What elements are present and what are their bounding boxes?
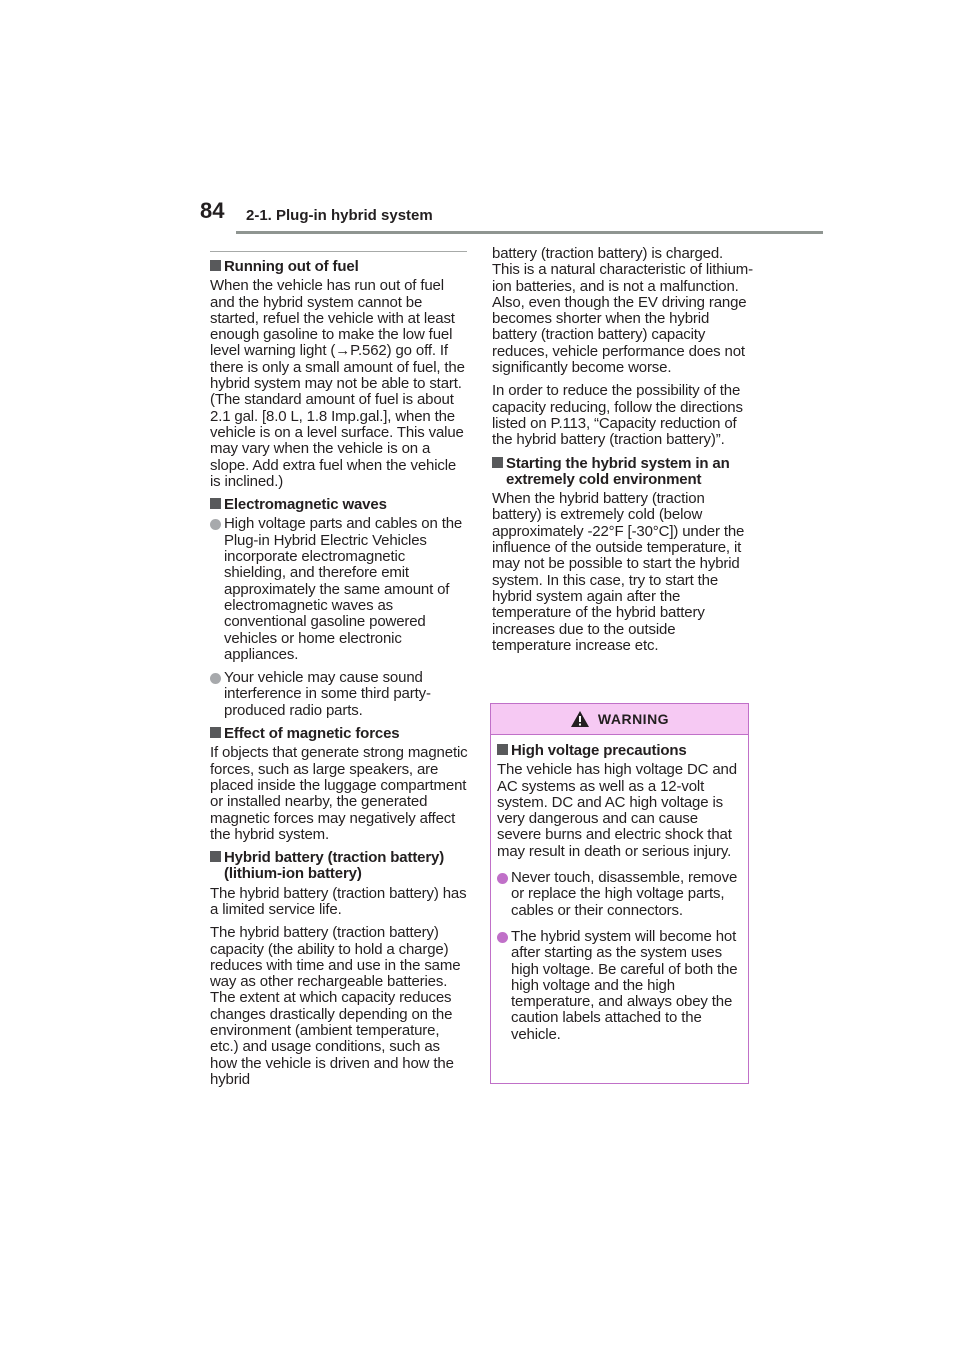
warning-header <box>491 704 748 735</box>
paragraph: The hybrid battery (traction battery) has a limited service life. <box>210 884 467 918</box>
paragraph: In order to reduce the possibility of the capacity reducing, follow the directions listed on P.113, “Capacity reduction of the hybrid battery (traction battery)”. <box>492 382 743 449</box>
page-number: 84 <box>200 198 225 223</box>
section-heading <box>210 726 468 742</box>
paragraph: When the hybrid battery (traction battery) is extremely cold (below approximately -22°F [-30°C]) under the influence of the outside temperature, it may not be possible to start the hybrid system. In this case, try to start the hybrid system again after the temperature of the hybrid battery increases due to the outside temperature increase etc. <box>492 490 745 654</box>
section-title: 2-1. Plug-in hybrid system <box>246 207 433 224</box>
square-bullet-icon <box>210 260 221 271</box>
heading-text: High voltage precautions <box>511 742 687 759</box>
right-column <box>492 246 754 661</box>
section-heading <box>210 259 468 275</box>
heading-text: Effect of magnetic forces <box>224 725 400 743</box>
round-bullet-icon <box>210 673 221 684</box>
bullet-text: High voltage parts and cables on the Plug-in Hybrid Electric Vehicles incorporate electromagnetic shielding, and therefore emit approximately the same amount of electromagnetic waves as conventional gasoline powered vehicles or home electronic appliances. <box>224 515 463 663</box>
list-item <box>210 516 468 663</box>
square-bullet-icon <box>210 727 221 738</box>
heading-text: Starting the hybrid system in an extremely cold environment <box>506 454 730 488</box>
warning-body <box>491 735 748 1043</box>
round-bullet-icon <box>497 932 508 943</box>
warning-list-item <box>497 870 742 919</box>
section-heading <box>210 850 468 883</box>
square-bullet-icon <box>492 457 503 468</box>
bullet-text: Never touch, disassemble, remove or replace the high voltage parts, cables or their connectors. <box>511 869 738 919</box>
column-rule <box>210 251 467 252</box>
list-item <box>210 670 468 719</box>
square-bullet-icon <box>210 851 221 862</box>
paragraph: If objects that generate strong magnetic forces, such as large speakers, are placed inside the luggage compartment or installed nearby, the generated magnetic forces may negatively affect the hybrid system. <box>210 744 468 843</box>
header-rule <box>236 231 823 234</box>
heading-text: Hybrid battery (traction battery) (lithium-ion battery) <box>224 849 445 883</box>
warning-list-item <box>497 929 742 1043</box>
square-bullet-icon <box>210 498 221 509</box>
left-column <box>210 259 468 1095</box>
heading-text: Running out of fuel <box>224 258 359 275</box>
warning-title: WARNING <box>597 711 670 727</box>
warning-box <box>490 703 749 1084</box>
round-bullet-icon <box>210 519 221 530</box>
warning-triangle-icon <box>570 710 590 728</box>
section-heading <box>210 497 468 513</box>
paragraph: battery (traction battery) is charged. This is a natural characteristic of lithium-ion batteries, and is not a malfunction. Also, even though the EV driving range becomes shorter when the hybrid battery (traction battery) capacity reduces, vehicle performance does not significantly become worse. <box>492 245 753 377</box>
warning-heading <box>497 743 742 759</box>
round-bullet-icon <box>497 873 508 884</box>
paragraph: The hybrid battery (traction battery) capacity (the ability to hold a charge) reduces with time and use in the same way as other rechargeable batteries. The extent at which capacity reduces changes drastically depending on the environment (ambient temperature, etc.) and usage conditions, such as how the vehicle is driven and how the hybrid <box>210 924 461 1088</box>
paragraph: When the vehicle has run out of fuel and the hybrid system cannot be started, refuel the vehicle with at least enough gasoline to make the low fuel level warning light (→P.562) go off. If there is only a small amount of fuel, the hybrid system may not be able to start. (The standard amount of fuel is about 2.1 gal. [8.0 L, 1.8 Imp.gal.], when the vehicle is on a level surface. This value may vary when the vehicle is on a slope. Add extra fuel when the vehicle is inclined.) <box>210 277 465 490</box>
heading-text: Electromagnetic waves <box>224 496 387 514</box>
square-bullet-icon <box>497 744 508 755</box>
bullet-text: The hybrid system will become hot after starting as the system uses high voltage. Be careful of both the high voltage and the high temperature, and always obey the caution labels attached to the vehicle. <box>511 927 738 1043</box>
section-heading <box>492 456 754 489</box>
bullet-text: Your vehicle may cause sound interference in some third party-produced radio parts. <box>224 669 431 719</box>
warning-paragraph: The vehicle has high voltage DC and AC systems as well as a 12-volt system. DC and AC high voltage is very dangerous and can cause severe burns and electric shock that may result in death or serious injury. <box>497 761 737 860</box>
